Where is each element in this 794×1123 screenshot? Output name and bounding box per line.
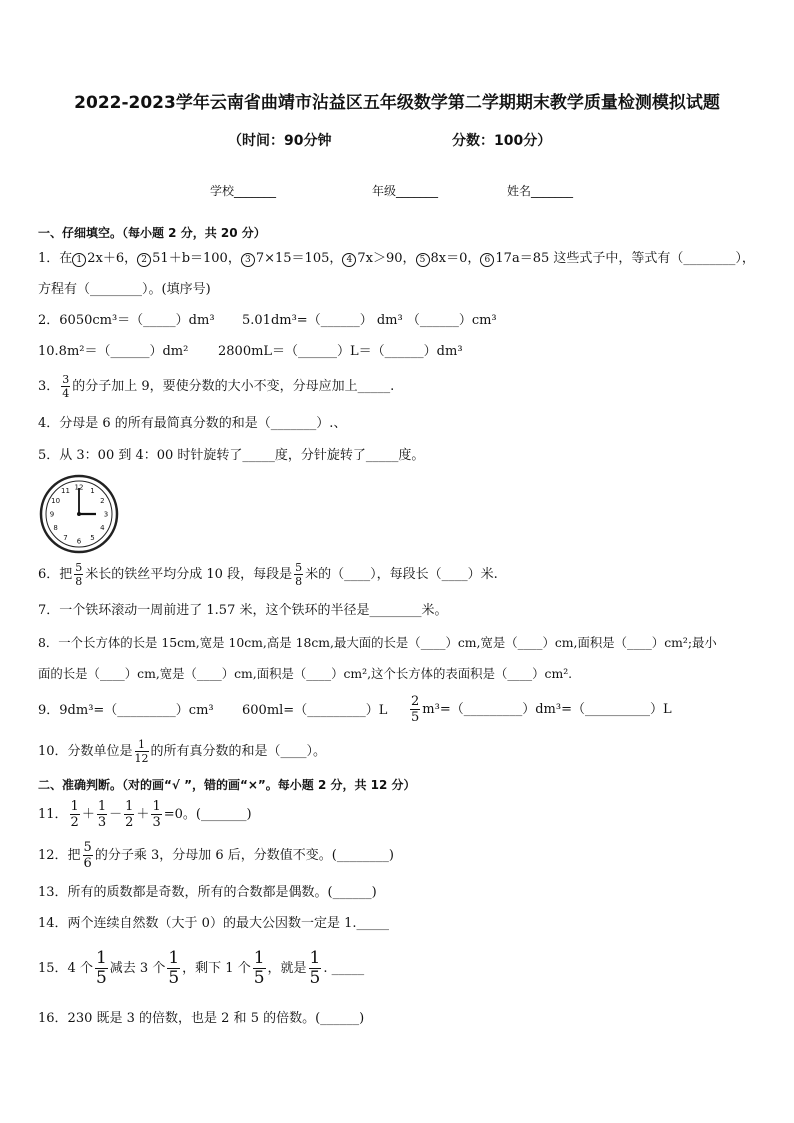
fraction-1-5-d [309,950,322,987]
numerator: 1 [168,948,180,968]
clock-center [77,512,81,516]
q10-part-1: 10．分数单位是 [38,744,133,759]
clock-number-2: 2 [100,497,105,505]
q1-expr-3: 7×15＝105， [255,251,343,266]
section-1-heading: 一、仔细填空。（每小题 2 分，共 20 分） [38,226,266,240]
numerator: 5 [295,561,303,574]
fraction-1-3 [97,800,107,829]
q6-part-3: 米的（____），每段长（____）米. [305,567,498,582]
question-1-line-2: 方程有（________）。(填序号) [38,282,211,297]
question-1 [38,250,755,268]
name-field: 姓名_______ [507,184,574,198]
q9-part-c: m³=（_________）dm³=（__________）L [422,702,672,717]
q6-part-2: 米长的铁丝平均分成 10 段，每段是 [85,567,293,582]
denominator: 5 [95,968,107,988]
question-2-b: 5.01dm³=（______） dm³ （______）cm³ [242,313,497,328]
q15-part-1: 15．4 个 [38,961,93,976]
denominator: 5 [411,710,420,725]
fraction-3-4 [61,374,70,399]
question-8-line-1: 8．一个长方体的长是 15cm,宽是 10cm,高是 18cm,最大面的长是（____）cm,宽是（____）cm,面积是（____）cm²;最小 [38,635,717,650]
question-14: 14．两个连续自然数（大于 0）的最大公因数一定是 1._____ [38,916,389,931]
plus-sign: ＋ [81,807,95,822]
numerator: 3 [62,373,70,386]
q1-prefix: 1．在 [38,251,73,266]
question-7: 7．一个铁环滚动一周前进了 1.57 米，这个铁环的半径是________米。 [38,603,448,618]
clock-number-8: 8 [53,524,58,532]
question-12 [38,838,394,874]
numerator: 1 [135,739,149,752]
numerator: 1 [253,948,265,968]
numerator: 1 [95,948,107,968]
q15-part-4: ，就是 [267,961,307,976]
question-2-a: 2．6050cm³＝（_____）dm³ [38,313,215,328]
clock-number-7: 7 [63,533,68,542]
denominator: 4 [62,387,70,400]
school-field: 学校_______ [210,184,277,198]
q3-prefix: 3． [38,379,60,394]
clock-face [38,474,120,554]
fraction-1-2-b [124,800,134,829]
fraction-5-8-a [74,562,83,587]
fraction-1-3-b [151,800,161,829]
q1-expr-4: 7x＞90， [357,251,416,266]
denominator: 3 [97,815,107,830]
clock-number-1: 1 [90,487,95,496]
denominator: 12 [134,752,149,765]
question-2-d: 2800mL＝（______）L＝（______）dm³ [218,344,463,359]
fraction-1-12 [135,739,149,764]
circle-number-4: 4 [342,253,356,267]
denominator: 8 [75,575,83,588]
q15-part-5: . _____ [323,961,365,976]
fraction-1-5-a [95,950,108,987]
fraction-5-8-b [294,562,303,587]
question-16: 16．230 既是 3 的倍数，也是 2 和 5 的倍数。(______) [38,1011,365,1026]
circle-number-1: 1 [72,253,86,267]
clock-number-9: 9 [49,510,55,519]
q6-part-1: 6．把 [38,567,73,582]
question-11 [38,797,252,833]
question-9-a: 9．9dm³=（_________）cm³ [38,703,214,718]
fraction-1-5-b [167,950,180,987]
fraction-5-6 [83,841,93,870]
q12-part-2: 的分子乘 3，分母加 6 后，分数值不变。(________) [94,848,394,863]
numerator: 1 [125,799,134,814]
q11-suffix: =0。(_______) [163,807,252,822]
denominator: 8 [295,575,303,588]
exam-score: 分数：100分） [452,133,552,149]
q12-part-1: 12．把 [38,848,81,863]
fraction-2-5 [410,695,420,724]
circle-number-3: 3 [241,253,255,267]
q15-part-2: 减去 3 个 [109,961,166,976]
question-3 [38,372,394,402]
q10-part-2: 的所有真分数的和是（____）。 [150,744,327,759]
question-10 [38,737,326,767]
clock-number-12: 12 [74,483,84,492]
circle-number-6: 6 [480,253,494,267]
clock-number-5: 5 [90,533,95,542]
q1-expr-6: 17a＝85 这些式子中，等式有（________）， [495,251,755,266]
q11-prefix: 11． [38,807,68,822]
question-15 [38,946,364,992]
page-title: 2022-2023学年云南省曲靖市沾益区五年级数学第二学期期末教学质量检测模拟试题 [74,93,720,113]
q1-expr-5: 8x＝0， [430,251,481,266]
question-6 [38,560,498,590]
question-2-c: 10.8m²＝（______）dm² [38,344,189,359]
question-8-line-2: 面的长是（____）cm,宽是（____）cm,面积是（____）cm²,这个长方体的表面积是（____）cm². [38,666,573,681]
fraction-1-2 [70,800,80,829]
numerator: 1 [309,948,321,968]
question-5: 5．从 3：00 到 4：00 时针旋转了_____度，分针旋转了_____度。 [38,448,425,463]
section-2-heading: 二、准确判断。（对的画“√ ”，错的画“×”。每小题 2 分，共 12 分） [38,778,416,792]
denominator: 5 [168,968,180,988]
clock-number-6: 6 [76,537,82,546]
denominator: 6 [83,856,92,871]
fraction-1-5-c [253,950,266,987]
q1-expr-2: 51＋b＝100， [152,251,241,266]
clock-number-11: 11 [61,487,70,496]
denominator: 5 [309,968,321,988]
numerator: 1 [70,799,79,814]
question-9-c [408,690,672,730]
q15-part-3: ，剩下 1 个 [182,961,251,976]
denominator: 2 [125,815,134,830]
circle-number-2: 2 [137,253,151,267]
circle-number-5: 5 [416,253,430,267]
q3-text: 的分子加上 9，要使分数的大小不变，分母应加上_____. [72,379,395,394]
clock-number-4: 4 [100,524,105,532]
grade-field: 年级_______ [372,184,439,198]
plus-sign: ＋ [136,807,150,822]
denominator: 2 [70,815,79,830]
numerator: 2 [411,694,420,709]
numerator: 1 [152,799,161,814]
exam-time: （时间：90分钟 [228,133,332,149]
minus-sign: － [109,807,123,822]
clock-number-3: 3 [103,510,109,519]
denominator: 5 [253,968,265,988]
question-4: 4．分母是 6 的所有最简真分数的和是（_______）.、 [38,416,347,431]
numerator: 1 [97,799,107,814]
question-13: 13．所有的质数都是奇数，所有的合数都是偶数。(______) [38,885,377,900]
denominator: 3 [152,815,161,830]
clock-number-10: 10 [51,497,61,505]
numerator: 5 [83,840,92,855]
numerator: 5 [75,561,83,574]
q1-expr-1: 2x＋6， [87,251,138,266]
question-9-b: 600ml=（_________）L [242,703,388,718]
